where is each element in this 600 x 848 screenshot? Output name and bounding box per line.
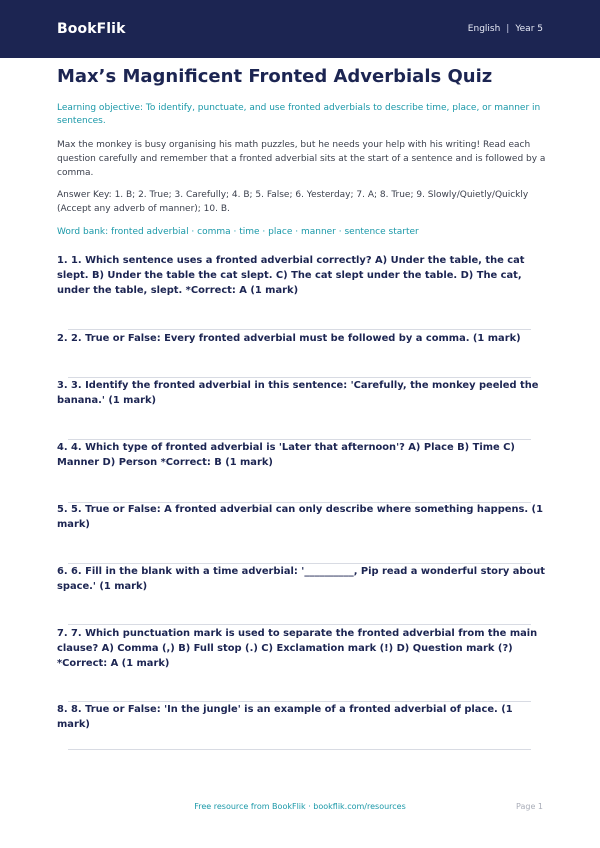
meta-separator: | xyxy=(506,24,510,34)
question-3: 3. 3. Identify the fronted adverbial in this sentence: 'Carefully, the monkey peeled the banana.' (1 mark) xyxy=(57,380,539,406)
year-label: Year 5 xyxy=(515,24,543,34)
intro-paragraph: Max the monkey is busy organising his math puzzles, but he needs your help with his writing! Read each question carefully and remember that a fronted adverbial sits at the start of a sentence and is followed by a comma. xyxy=(57,140,546,178)
question-6: 6. 6. Fill in the blank with a time adverbial: '__________, Pip read a wonderful story about space.' (1 mark) xyxy=(57,566,545,592)
question-4: 4. 4. Which type of fronted adverbial is 'Later that afternoon'? A) Place B) Time C) Manner D) Person *Correct: B (1 mark) xyxy=(57,442,515,468)
answer-line-6[interactable] xyxy=(68,624,531,625)
question-8: 8. 8. True or False: 'In the jungle' is an example of a fronted adverbial of place. (1 mark) xyxy=(57,704,513,730)
page-header xyxy=(0,0,600,58)
header-meta xyxy=(468,24,543,34)
question-7: 7. 7. Which punctuation mark is used to separate the fronted adverbial from the main clause? A) Comma (,) B) Full stop (.) C) Exclamation mark (!) D) Question mark (?) *Correct: A (1 mark) xyxy=(57,628,538,669)
word-bank: Word bank: fronted adverbial · comma · time · place · manner · sentence starter xyxy=(57,227,419,237)
question-1: 1. 1. Which sentence uses a fronted adverbial correctly? A) Under the table, the cat slept. B) Under the table the cat slept. C) The cat slept under the table. D) The cat, under the table, slept. *Correct: A (1 mark) xyxy=(57,255,525,296)
page-title: Max’s Magnificent Fronted Adverbials Quiz xyxy=(57,66,493,87)
answer-line-8[interactable] xyxy=(68,749,531,750)
question-2: 2. 2. True or False: Every fronted adverbial must be followed by a comma. (1 mark) xyxy=(57,333,521,344)
learning-objective: Learning objective: To identify, punctuate, and use fronted adverbials to describe time, place, or manner in sentences. xyxy=(57,103,541,126)
answer-key: Answer Key: 1. B; 2. True; 3. Carefully; 4. B; 5. False; 6. Yesterday; 7. A; 8. True; 9. Slowly/Quietly/Quickly (Accept any adverb of manner); 10. B. xyxy=(57,190,529,214)
answer-line-1[interactable] xyxy=(68,329,531,330)
brand-logo-text: BookFlik xyxy=(57,21,126,37)
footer-link[interactable]: Free resource from BookFlik · bookflik.com/resources xyxy=(194,802,406,811)
page-number: Page 1 xyxy=(516,802,543,811)
document-body xyxy=(57,65,547,239)
subject-label: English xyxy=(467,24,501,34)
question-5: 5. 5. True or False: A fronted adverbial can only describe where something happens. (1 mark) xyxy=(57,504,543,530)
